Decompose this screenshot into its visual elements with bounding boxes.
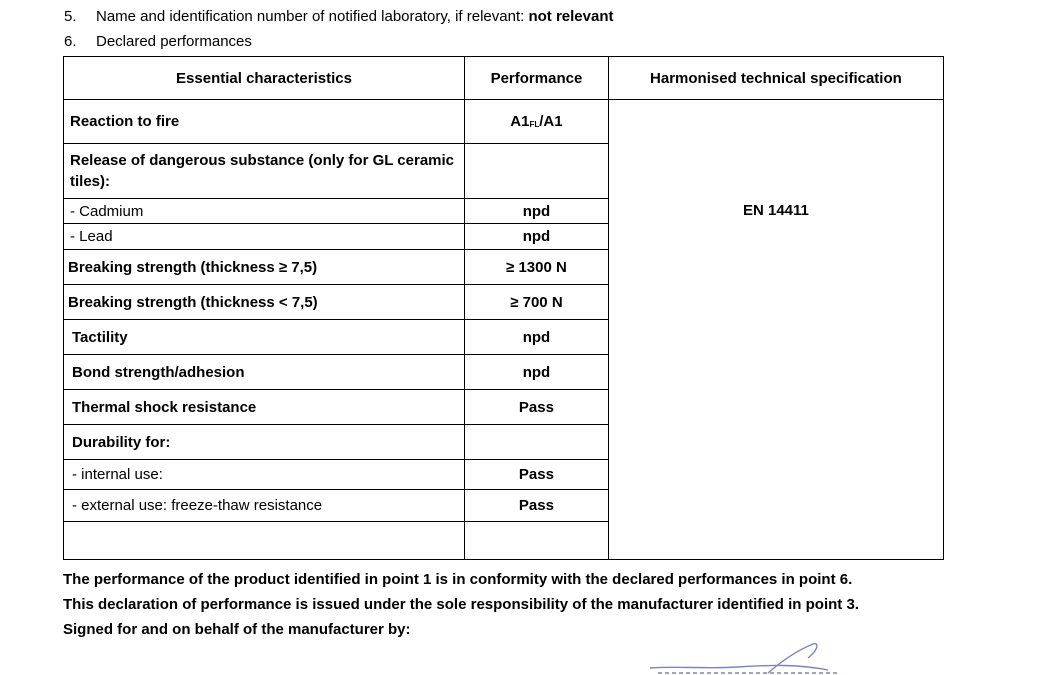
row-label: Release of dangerous substance (only for GL ceramic tiles): (64, 144, 465, 199)
row-label: - Cadmium (64, 199, 465, 224)
row-performance: Pass (465, 390, 609, 425)
item-text: Declared performances (96, 33, 252, 50)
handwritten-signature-icon (648, 640, 848, 675)
row-performance: npd (465, 199, 609, 224)
signed-on-behalf-statement: Signed for and on behalf of the manufacturer by: (63, 621, 411, 638)
row-performance (465, 425, 609, 460)
row-label (64, 522, 465, 560)
row-label: - internal use: (64, 460, 465, 490)
header-technical-specification: Harmonised technical specification (608, 57, 943, 100)
row-performance (465, 100, 609, 144)
row-performance: ≥ 1300 N (465, 250, 609, 285)
row-label: Thermal shock resistance (64, 390, 465, 425)
table-row (64, 100, 944, 144)
perf-subscript: FL (529, 120, 540, 129)
perf-rest: /A1 (539, 113, 563, 130)
row-performance: Pass (465, 460, 609, 490)
row-label: Tactility (64, 320, 465, 355)
row-performance: npd (465, 320, 609, 355)
row-performance: npd (465, 224, 609, 250)
item-number: 6. (64, 33, 77, 50)
item-text (96, 8, 614, 25)
perf-main: A1 (510, 113, 530, 130)
row-label: Bond strength/adhesion (64, 355, 465, 390)
item-value: not relevant (528, 8, 614, 25)
row-performance (465, 522, 609, 560)
row-label: Breaking strength (thickness ≥ 7,5) (64, 250, 465, 285)
item-label: Name and identification number of notified laboratory, if relevant: (96, 8, 529, 25)
responsibility-statement: This declaration of performance is issued under the sole responsibility of the manufacturer identified in point 3. (63, 596, 859, 613)
row-performance: Pass (465, 490, 609, 522)
row-label: Reaction to fire (64, 100, 465, 144)
conformity-statement: The performance of the product identified in point 1 is in conformity with the declared performances in point 6. (63, 571, 853, 588)
row-label: - external use: freeze-thaw resistance (64, 490, 465, 522)
row-label: Durability for: (64, 425, 465, 460)
item-number: 5. (64, 8, 77, 25)
header-essential-characteristics: Essential characteristics (64, 57, 465, 100)
row-label: - Lead (64, 224, 465, 250)
header-performance: Performance (465, 57, 609, 100)
table-header-row (64, 57, 944, 100)
row-performance: ≥ 700 N (465, 285, 609, 320)
row-label: Breaking strength (thickness < 7,5) (64, 285, 465, 320)
spec-cell (608, 100, 943, 560)
spec-value: EN 14411 (742, 202, 809, 219)
row-performance (465, 144, 609, 199)
declared-performance-table (63, 56, 944, 560)
row-performance: npd (465, 355, 609, 390)
